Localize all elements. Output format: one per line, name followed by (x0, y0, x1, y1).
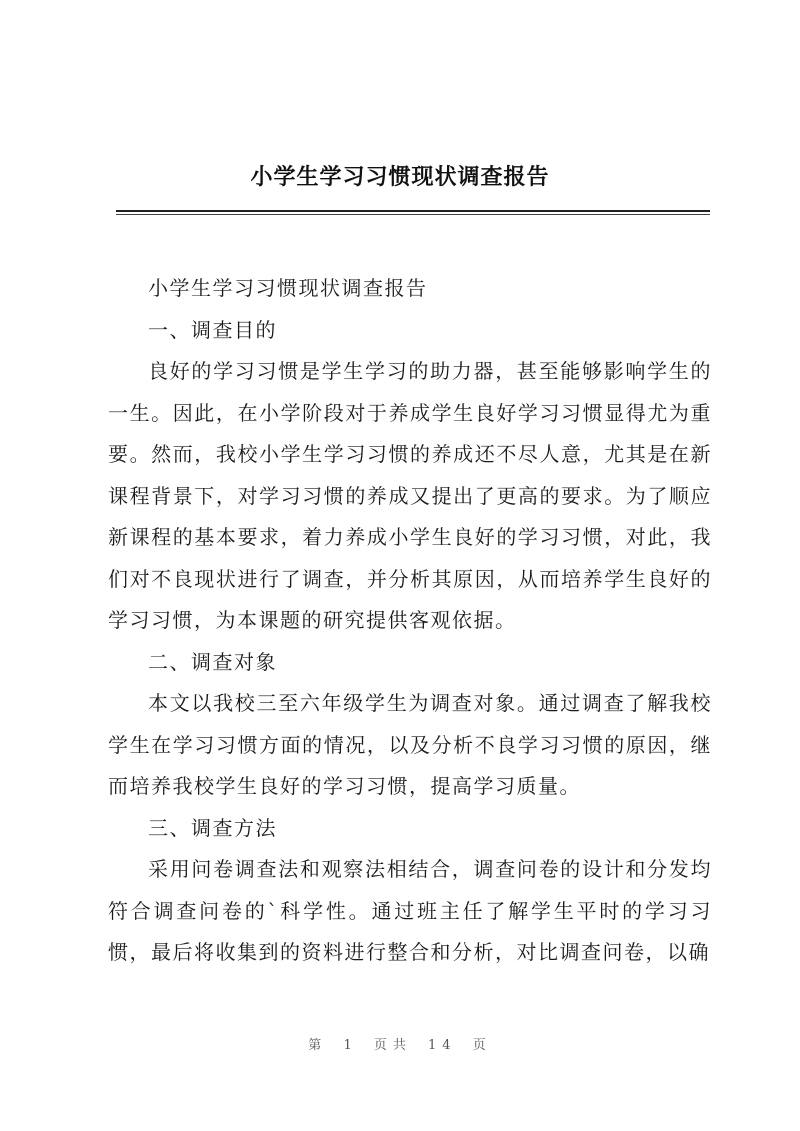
footer-suffix: 页 (472, 1038, 492, 1053)
section-heading-purpose: 一、调查目的 (148, 317, 277, 342)
footer-middle: 页共 (373, 1038, 412, 1053)
paragraph-method: 采用问卷调查法和观察法相结合，调查问卷的设计和分发均符合调查问卷的`科学性。通过班主任了解学生平时的学习习惯，最后将收集到的资料进行整合和分析，对比调查问卷，以确 (108, 857, 712, 964)
title-underline (116, 210, 710, 212)
paragraph-purpose: 良好的学习习惯是学生学习的助力器，甚至能够影响学生的一生。因此，在小学阶段对于养成学生良好学习习惯显得尤为重要。然而，我校小学生学习习惯的养成还不尽人意，尤其是在新课程背景下，对学习习惯的养成又提出了更高的要求。为了顺应新课程的基本要求，着力养成小学生良好的学习习惯，对此，我们对不良现状进行了调查，并分析其原因，从而培养学生良好的学习习惯，为本课题的研究提供客观依据。 (108, 359, 712, 632)
footer-prefix: 第 (308, 1038, 328, 1053)
footer-page-number: 1 (343, 1038, 358, 1053)
document-title: 小学生学习习惯现状调查报告 (250, 164, 550, 190)
page-footer (0, 1034, 800, 1053)
section-heading-method: 三、调查方法 (148, 815, 277, 840)
title-underline-thin (116, 214, 710, 215)
footer-total-pages: 14 (428, 1038, 457, 1053)
section-heading-subjects: 二、调查对象 (148, 649, 277, 674)
paragraph-heading: 小学生学习习惯现状调查报告 (148, 276, 428, 300)
document-body (108, 268, 712, 974)
paragraph-subjects: 本文以我校三至六年级学生为调查对象。通过调查了解我校学生在学习习惯方面的情况，以及分析不良学习习惯的原因，继而培养我校学生良好的学习习惯，提高学习质量。 (108, 691, 712, 798)
